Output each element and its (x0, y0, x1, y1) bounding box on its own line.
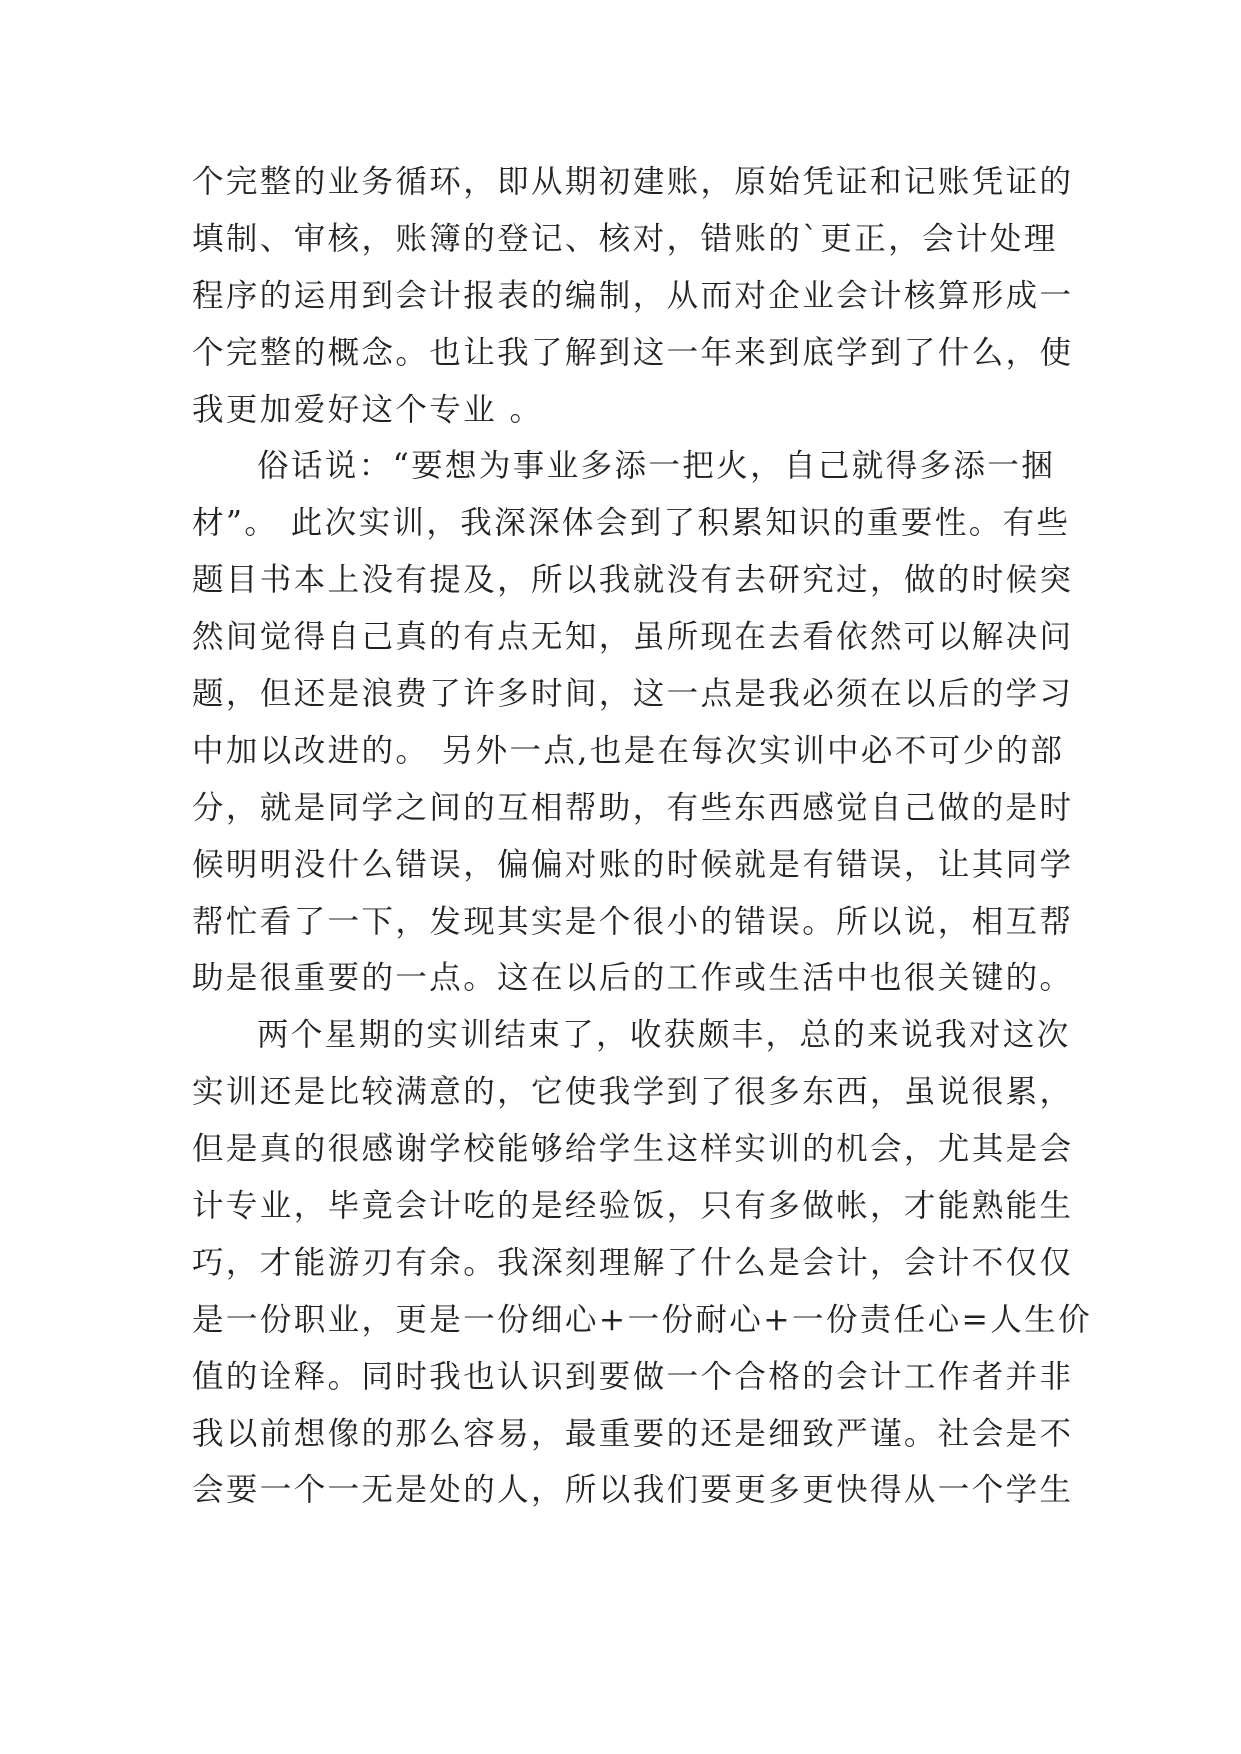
text-line: 助是很重要的一点。这在以后的工作或生活中也很关键的。 (192, 960, 1074, 997)
text-line: 会要一个一无是处的人，所以我们要更多更快得从一个学生 (192, 1472, 1074, 1509)
text-line: 但是真的很感谢学校能够给学生这样实训的机会，尤其是会 (192, 1131, 1074, 1168)
body-text (192, 154, 1092, 1519)
text-line: 然间觉得自己真的有点无知，虽所现在去看依然可以解决问 (192, 619, 1074, 656)
text-line: 我以前想像的那么容易，最重要的还是细致严谨。社会是不 (192, 1415, 1074, 1452)
text-line: 题，但还是浪费了许多时间，这一点是我必须在以后的学习 (192, 676, 1074, 713)
text-line: 俗话说：“要想为事业多添一把火，自己就得多添一捆 (257, 448, 1056, 485)
text-line: 分，就是同学之间的互相帮助，有些东西感觉自己做的是时 (192, 789, 1074, 826)
text-line: 填制、审核，账簿的登记、核对，错账的`更正，会计处理 (192, 220, 1058, 257)
text-line: 是一份职业，更是一份细心+一份耐心+一份责任心=人生价 (192, 1301, 1092, 1338)
text-line: 个完整的业务循环，即从期初建账，原始凭证和记账凭证的 (192, 164, 1074, 200)
text-line: 帮忙看了一下，发现其实是个很小的错误。所以说，相互帮 (192, 903, 1074, 940)
text-line: 题目书本上没有提及，所以我就没有去研究过，做的时候突 (192, 562, 1074, 599)
text-line: 我更加爱好这个专业 。 (192, 391, 544, 428)
text-line: 值的诠释。同时我也认识到要做一个合格的会计工作者并非 (192, 1358, 1074, 1395)
text-line: 候明明没什么错误，偏偏对账的时候就是有错误，让其同学 (192, 846, 1074, 883)
text-line: 实训还是比较满意的，它使我学到了很多东西，虽说很累， (192, 1074, 1074, 1111)
text-line: 计专业，毕竟会计吃的是经验饭，只有多做帐，才能熟能生 (192, 1188, 1074, 1225)
text-line: 巧，才能游刃有余。我深刻理解了什么是会计，会计不仅仅 (192, 1244, 1074, 1281)
text-line: 个完整的概念。也让我了解到这一年来到底学到了什么，使 (192, 334, 1074, 371)
text-line: 程序的运用到会计报表的编制，从而对企业会计核算形成一 (192, 277, 1074, 314)
text-line: 两个星期的实训结束了，收获颇丰，总的来说我对这次 (257, 1017, 1071, 1054)
text-line: 材”。 此次实训，我深深体会到了积累知识的重要性。有些 (192, 505, 1071, 542)
text-line: 中加以改进的。 另外一点,也是在每次实训中必不可少的部 (192, 732, 1065, 769)
